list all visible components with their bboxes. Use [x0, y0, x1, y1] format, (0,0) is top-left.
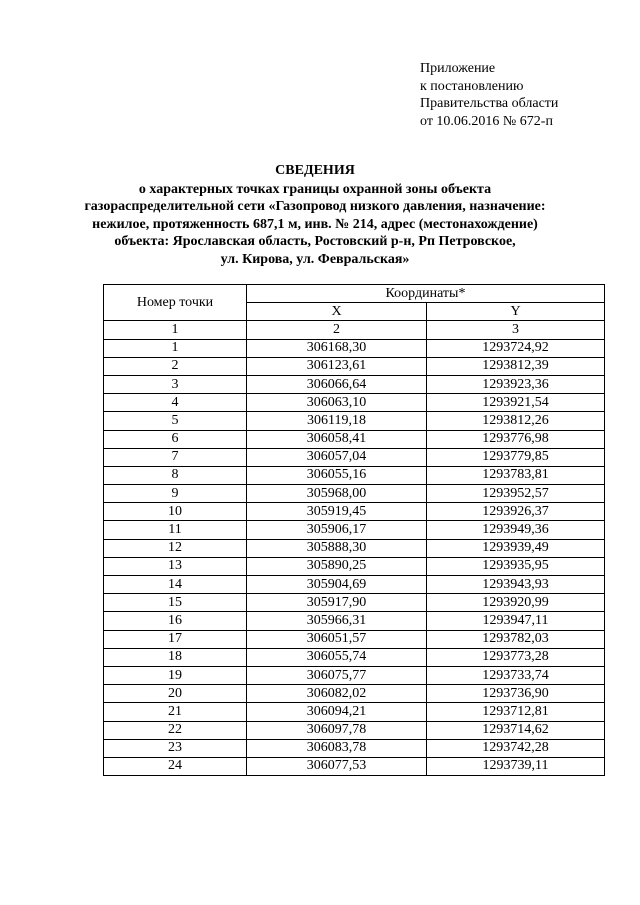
coord-x-cell: 306077,53 [247, 757, 427, 775]
point-number-cell: 20 [104, 685, 247, 703]
title-line: о характерных точках границы охранной зоны объекта [138, 181, 492, 197]
title-line: объекта: Ярославская область, Ростовский р-н, Рп Петровское, [114, 234, 516, 249]
coord-x-cell: 305906,17 [247, 521, 427, 539]
coord-x-cell: 305968,00 [247, 485, 427, 503]
table-row [104, 339, 605, 357]
coord-x-cell: 306119,18 [247, 412, 427, 430]
title-line: газораспределительной сети «Газопровод низкого давления, назначение: [84, 199, 546, 214]
table-row [104, 485, 605, 503]
coord-y-cell: 1293783,81 [427, 466, 605, 484]
coord-x-cell: 306055,16 [247, 466, 427, 484]
point-number-cell: 16 [104, 612, 247, 630]
point-number-cell: 11 [104, 521, 247, 539]
point-number-cell: 7 [104, 448, 247, 466]
table-row [104, 539, 605, 557]
coord-y-cell: 1293724,92 [427, 339, 605, 357]
coord-x-cell: 306051,57 [247, 630, 427, 648]
point-number-cell: 1 [104, 339, 247, 357]
point-number-cell: 6 [104, 430, 247, 448]
title-main: СВЕДЕНИЯ [275, 163, 355, 178]
table-row [104, 594, 605, 612]
coord-y-cell: 1293921,54 [427, 394, 605, 412]
point-number-cell: 2 [104, 357, 247, 375]
coord-y-cell: 1293943,93 [427, 576, 605, 594]
coord-y-cell: 1293739,11 [427, 757, 605, 775]
point-number-cell: 24 [104, 757, 247, 775]
point-number-cell: 23 [104, 739, 247, 757]
appendix-line: к постановлению [420, 78, 524, 94]
table-row [104, 703, 605, 721]
coord-y-cell: 1293939,49 [427, 539, 605, 557]
index-row [104, 321, 605, 339]
coord-x-cell: 306055,74 [247, 648, 427, 666]
table-row [104, 739, 605, 757]
coordinates-table [103, 284, 605, 776]
coord-y-cell: 1293742,28 [427, 739, 605, 757]
coord-x-cell: 306094,21 [247, 703, 427, 721]
coord-y-cell: 1293776,98 [427, 430, 605, 448]
table-row [104, 521, 605, 539]
table-row [104, 466, 605, 484]
point-number-cell: 10 [104, 503, 247, 521]
coord-x-cell: 305904,69 [247, 576, 427, 594]
point-number-cell: 15 [104, 594, 247, 612]
index-cell: 1 [104, 321, 247, 339]
coord-y-cell: 1293920,99 [427, 594, 605, 612]
coord-y-cell: 1293773,28 [427, 648, 605, 666]
coord-y-cell: 1293923,36 [427, 375, 605, 393]
coord-y-cell: 1293926,37 [427, 503, 605, 521]
table-row [104, 503, 605, 521]
coord-x-cell: 305917,90 [247, 594, 427, 612]
title-line: ул. Кирова, ул. Февральская» [220, 251, 410, 267]
coord-y-cell: 1293733,74 [427, 666, 605, 684]
coord-x-cell: 306097,78 [247, 721, 427, 739]
point-number-cell: 9 [104, 485, 247, 503]
point-number-cell: 4 [104, 394, 247, 412]
point-number-cell: 22 [104, 721, 247, 739]
table-row [104, 430, 605, 448]
coord-y-cell: 1293952,57 [427, 485, 605, 503]
table-row [104, 557, 605, 575]
table-row [104, 721, 605, 739]
point-number-cell: 19 [104, 666, 247, 684]
index-cell: 3 [427, 321, 605, 339]
title-line: нежилое, протяженность 687,1 м, инв. № 214, адрес (местонахождение) [92, 216, 538, 232]
coord-x-cell: 306066,64 [247, 375, 427, 393]
coord-x-cell: 305888,30 [247, 539, 427, 557]
table-row [104, 630, 605, 648]
document-title [80, 162, 550, 268]
table-row [104, 375, 605, 393]
table-row [104, 412, 605, 430]
point-number-cell: 13 [104, 557, 247, 575]
table-row [104, 576, 605, 594]
coord-x-cell: 306083,78 [247, 739, 427, 757]
coord-x-cell: 306082,02 [247, 685, 427, 703]
point-number-cell: 12 [104, 539, 247, 557]
appendix-line: Правительства области [420, 96, 559, 111]
point-number-cell: 18 [104, 648, 247, 666]
coord-y-cell: 1293935,95 [427, 557, 605, 575]
coord-y-cell: 1293714,62 [427, 721, 605, 739]
coord-x-cell: 306123,61 [247, 357, 427, 375]
coord-y-cell: 1293949,36 [427, 521, 605, 539]
table-row [104, 685, 605, 703]
header-row [104, 285, 605, 303]
coord-x-cell: 306168,30 [247, 339, 427, 357]
coord-y-cell: 1293712,81 [427, 703, 605, 721]
appendix-note [420, 60, 558, 130]
header-x: X [247, 303, 427, 321]
coord-y-cell: 1293947,11 [427, 612, 605, 630]
coord-y-cell: 1293782,03 [427, 630, 605, 648]
table-row [104, 648, 605, 666]
point-number-cell: 5 [104, 412, 247, 430]
table-row [104, 612, 605, 630]
coord-x-cell: 305919,45 [247, 503, 427, 521]
appendix-line: Приложение [420, 61, 496, 76]
table-row [104, 357, 605, 375]
coord-x-cell: 305890,25 [247, 557, 427, 575]
point-number-cell: 3 [104, 375, 247, 393]
table-row [104, 757, 605, 775]
coord-y-cell: 1293812,26 [427, 412, 605, 430]
coord-x-cell: 305966,31 [247, 612, 427, 630]
point-number-cell: 17 [104, 630, 247, 648]
table-row [104, 666, 605, 684]
coord-x-cell: 306058,41 [247, 430, 427, 448]
coord-x-cell: 306057,04 [247, 448, 427, 466]
index-cell: 2 [247, 321, 427, 339]
header-coordinates: Координаты* [247, 285, 605, 303]
table-row [104, 448, 605, 466]
table-row [104, 394, 605, 412]
coord-y-cell: 1293779,85 [427, 448, 605, 466]
coord-y-cell: 1293736,90 [427, 685, 605, 703]
table-body [104, 321, 605, 776]
appendix-line: от 10.06.2016 № 672-п [420, 113, 553, 129]
coord-x-cell: 306063,10 [247, 394, 427, 412]
point-number-cell: 14 [104, 576, 247, 594]
header-point-number: Номер точки [104, 285, 247, 321]
coord-x-cell: 306075,77 [247, 666, 427, 684]
header-y: Y [427, 303, 605, 321]
point-number-cell: 21 [104, 703, 247, 721]
coord-y-cell: 1293812,39 [427, 357, 605, 375]
point-number-cell: 8 [104, 466, 247, 484]
